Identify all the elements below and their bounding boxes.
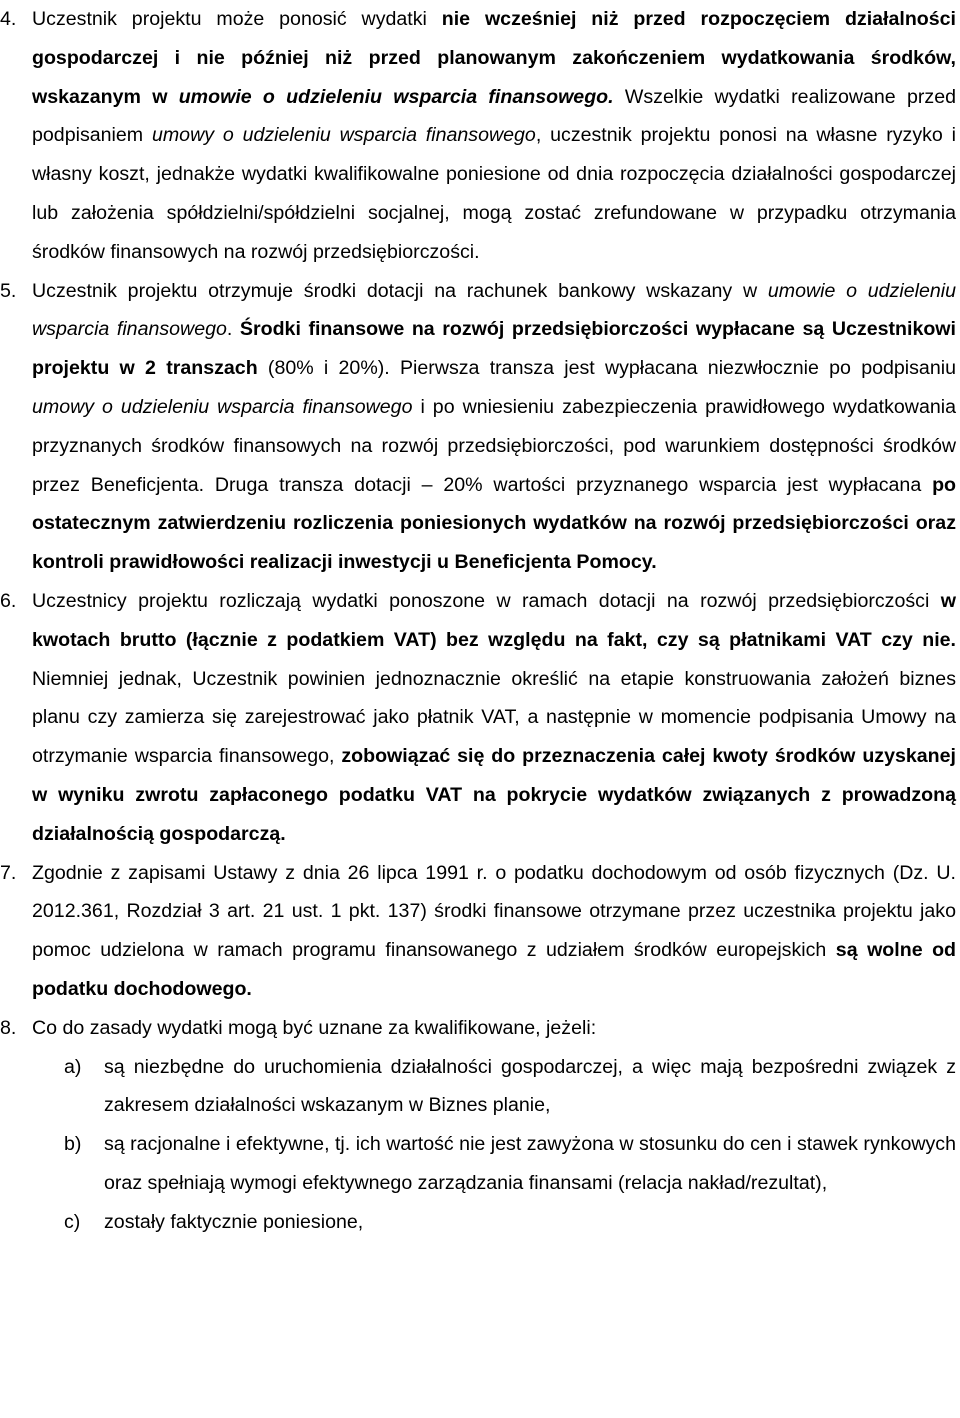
text-run-italic: umowy o udzieleniu wsparcia finansowego [151,124,536,147]
text-run-bold: po ostatecznym zatwierdzeniu rozliczenia poniesionych wydatków na rozwój przedsiębiorczości oraz kontroli prawidłowości realizacji inwestycji u Beneficjenta Pomocy. [32,473,956,574]
subitem-text: są niezbędne do uruchomienia działalności gospodarczej, a więc mają bezpośredni związek z zakresem działalności wskazanym w Biznes planie, [104,1055,956,1117]
text-run-bold: zobowiązać się do przeznaczenia całej kwoty środków uzyskanej w wyniku zwrotu zapłaconego podatku VAT na pokrycie wydatków związanych z prowadzoną działalnością gospodarczą. [32,745,956,845]
text-run: , uczestnik projektu ponosi na własne ryzyko i własny koszt, jednakże wydatki kwalifikowalne poniesione od dnia rozpoczęcia działalności gospodarczej lub założenia spółdzielni/spółdzielni socjalnej, mogą zostać zrefundowane w przypadku otrzymania środków finansowych na rozwój przedsiębiorczości. [32,124,957,263]
text-run: (80% i 20%). Pierwsza transza jest wypłacana niezwłocznie po podpisaniu [257,357,956,380]
text-run: . [226,318,240,341]
paragraph-7 [0,854,960,1009]
paragraph-8 [0,1009,960,1048]
paragraph-5 [0,272,960,582]
subitem-text: zostały faktycznie poniesione, [104,1210,364,1233]
text-run: Uczestnik projektu otrzymuje środki dotacji na rachunek bankowy wskazany w [32,279,768,302]
text-run: Uczestnicy projektu rozliczają wydatki ponoszone w ramach dotacji na rozwój przedsiębiorczości [32,589,941,612]
subitem-label: c) [64,1210,81,1233]
text-run: Zgodnie z zapisami Ustawy z dnia 26 lipca 1991 r. o podatku dochodowym od osób fizycznych (Dz. U. 2012.361, Rozdział 3 art. 21 ust. 1 pkt. 137) środki finansowe otrzymane przez uczestnika projektu jako pomoc udzielona w ramach programu finansowanego z udziałem środków europejskich [32,861,956,962]
paragraph-number: 6. [0,589,17,612]
subitem-text: są racjonalne i efektywne, tj. ich wartość nie jest zawyżona w stosunku do cen i stawek rynkowych oraz spełniają wymogi efektywnego zarządzania finansami (relacja nakład/rezultat), [104,1133,956,1194]
text-run-italic: umowie o udzieleniu wsparcia finansowego [32,279,956,341]
subitem-b [0,1125,960,1203]
paragraph-4 [0,0,960,272]
subitem-c [0,1203,960,1242]
subitem-label: b) [64,1133,82,1156]
paragraph-number: 4. [0,8,17,30]
text-run-bold-italic: umowie o udzieleniu wsparcia finansowego. [178,85,614,108]
text-run: Wszelkie wydatki realizowane przed podpisaniem [32,85,956,147]
text-run-italic: umowy o udzieleniu wsparcia finansowego [32,395,413,418]
text-run-bold: Środki finansowe na rozwój przedsiębiorczości wypłacane są Uczestnikowi projektu w 2 transzach [32,318,956,380]
paragraph-6 [0,582,960,854]
paragraph-number: 5. [0,279,17,302]
text-run-bold: nie wcześniej niż przed rozpoczęciem działalności gospodarczej i nie później niż przed planowanym zakończeniem wydatkowania środków, wskazanym w [32,8,957,108]
subitem-a [0,1048,960,1126]
text-run: Niemniej jednak, Uczestnik powinien jednoznacznie określić na etapie konstruowania założeń biznes planu czy zamierza się zarejestrować jako płatnik VAT, a następnie w momencie podpisania Umowy na otrzymanie wsparcia finansowego, [32,667,956,768]
text-run-bold: w kwotach brutto (łącznie z podatkiem VAT) bez względu na fakt, czy są płatnikami VAT czy nie. [32,589,956,651]
text-run: i po wniesieniu zabezpieczenia prawidłowego wydatkowania przyznanych środków finansowych na rozwój przedsiębiorczości, pod warunkiem dostępności środków przez Beneficjenta. Druga transza dotacji – 20% wartości przyznanego wsparcia jest wypłacana [32,395,956,496]
text-run: Co do zasady wydatki mogą być uznane za kwalifikowane, jeżeli: [32,1016,597,1039]
text-run-bold: są wolne od podatku dochodowego. [32,939,956,1000]
paragraph-number: 8. [0,1016,17,1039]
paragraph-number: 7. [0,861,17,884]
text-run: Uczestnik projektu może ponosić wydatki [32,8,442,30]
subitem-label: a) [64,1055,82,1078]
